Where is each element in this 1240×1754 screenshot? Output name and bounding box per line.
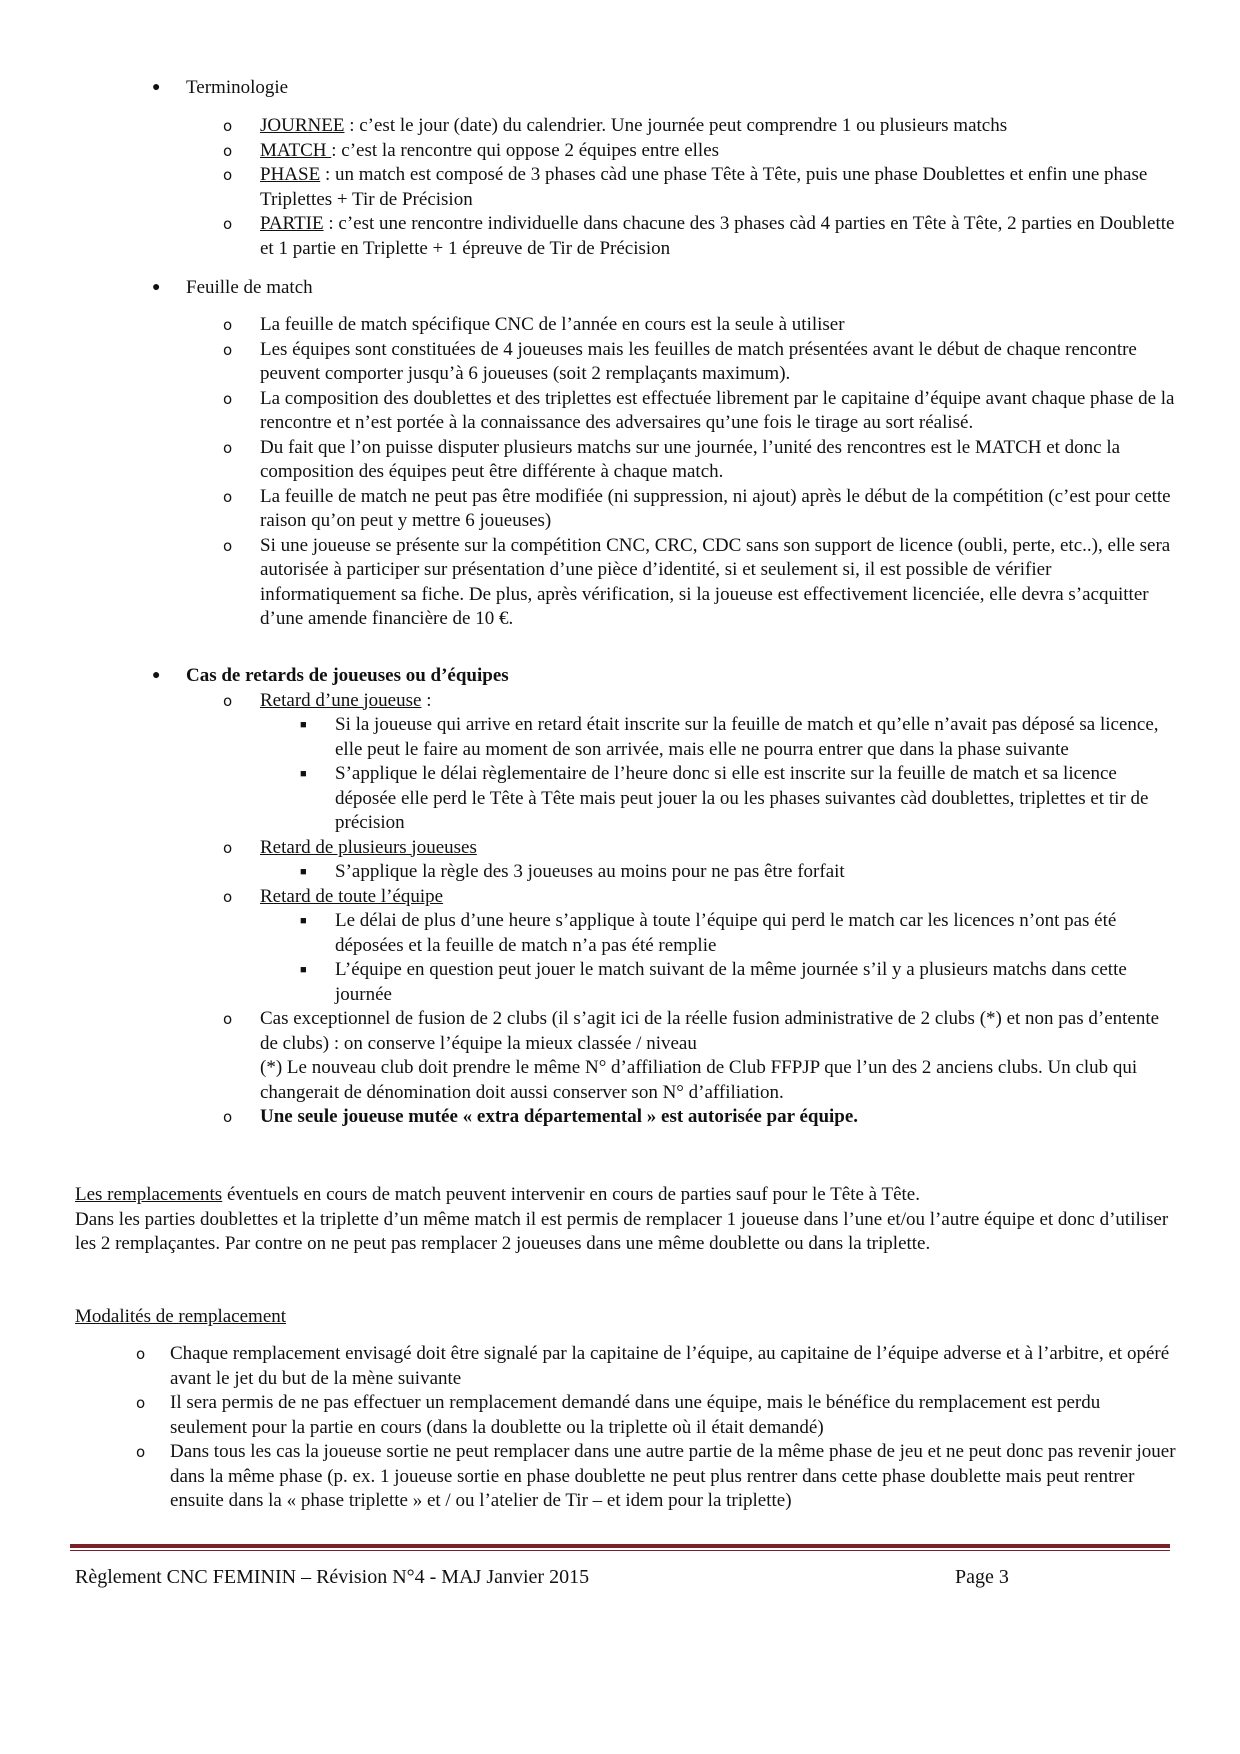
footer-rule-thin	[70, 1550, 1170, 1551]
list-item: o Les équipes sont constituées de 4 joueuses mais les feuilles de match présentées avant le début de chaque rencontre peuvent comporter jusqu’à 6 joueuses (soit 2 remplaçants maximum).	[223, 338, 1137, 384]
section-retards	[0, 664, 1240, 1130]
footer-rule	[70, 1544, 1170, 1548]
footer-title: Règlement CNC FEMININ – Révision N°4 - MAJ Janvier 2015	[75, 1566, 590, 1588]
section-terminologie	[0, 76, 1240, 101]
list-item: o La feuille de match spécifique CNC de l’année en cours est la seule à utiliser	[0, 313, 1240, 338]
term: PHASE	[260, 164, 321, 185]
term-definition: : c’est le jour (date) du calendrier. Une journée peut comprendre 1 ou plusieurs matchs	[344, 115, 1008, 136]
section-title: Modalités de remplacement	[75, 1306, 287, 1327]
circle-bullet-icon: o	[223, 536, 233, 555]
circle-bullet-icon: o	[223, 487, 233, 506]
list-item: ■ Si la joueuse qui arrive en retard était inscrite sur la feuille de match et qu’elle n’avait pas déposé sa licence, elle peut le faire au moment de son arrivée, mais elle ne pourra entrer que dans la phase suivante	[300, 714, 1159, 760]
list-item	[0, 114, 1240, 139]
circle-bullet-icon: o	[223, 340, 233, 359]
term: MATCH	[260, 139, 332, 161]
term: PARTIE	[260, 213, 324, 234]
term-definition: : un match est composé de 3 phases càd une phase Tête à Tête, puis une phase Doublettes et enfin une phase Triplettes + Tir de Précision	[260, 164, 1148, 210]
list-item: ■ Le délai de plus d’une heure s’applique à toute l’équipe qui perd le match car les licences n’ont pas été déposées et la feuille de match n’a pas été remplie	[300, 910, 1117, 956]
list-item	[0, 139, 1240, 164]
circle-bullet-icon: o	[223, 389, 233, 408]
circle-bullet-icon: o	[223, 1108, 233, 1126]
list-item: o La feuille de match ne peut pas être modifiée (ni suppression, ni ajout) après le début de la compétition (c’est pour cette raison qu’on peut y mettre 6 joueuses)	[223, 485, 1171, 531]
circle-bullet-icon: o	[223, 887, 233, 906]
circle-bullet-icon: o	[223, 166, 233, 184]
list-item: ■ L’équipe en question peut jouer le match suivant de la même journée s’il y a plusieurs matchs dans cette journée	[300, 959, 1127, 1005]
list-item: o Retard de toute l’équipe	[0, 885, 1240, 910]
modalites-list	[0, 1342, 1240, 1514]
bullet-icon: ●	[152, 280, 161, 295]
term-definition: : c’est la rencontre qui oppose 2 équipes entre elles	[331, 139, 720, 161]
section-title: Feuille de match	[186, 277, 313, 298]
list-item: o Une seule joueuse mutée « extra départemental » est autorisée par équipe.	[0, 1105, 1240, 1130]
feuille-list	[0, 313, 1240, 632]
square-bullet-icon: ■	[300, 964, 307, 976]
circle-bullet-icon: o	[223, 316, 233, 334]
list-item: o Il sera permis de ne pas effectuer un remplacement demandé dans une équipe, mais le bénéfice du remplacement est perdu seulement pour la partie en cours (dans la doublette ou la triplette où il était demandé)	[136, 1392, 1101, 1438]
list-item: o Si une joueuse se présente sur la compétition CNC, CRC, CDC sans son support de licence (oubli, perte, etc..), elle sera autorisée à participer sur présentation d’une pièce d’identité, si et seulement si, il est possible de vérifier informatiquement sa fiche. De plus, après vérification, si la joueuse est effectivement licenciée, elle devra s’acquitter d’une amende financière de 10 €.	[223, 534, 1171, 629]
list-item: o Retard d’une joueuse :	[0, 689, 1240, 714]
square-bullet-icon: ■	[300, 915, 307, 927]
list-item: o Dans tous les cas la joueuse sortie ne peut remplacer dans une autre partie de la même phase de jeu et ne peut donc pas revenir jouer dans la même phase (p. ex. 1 joueuse sortie en phase doublette ne peut plus rentrer dans cette phase doublette mais peut rentrer ensuite dans la « phase triplette » et / ou l’atelier de Tir – et idem pour la triplette)	[136, 1441, 1176, 1511]
list-item	[0, 163, 1240, 212]
square-bullet-icon: ■	[300, 719, 307, 731]
section-title: Cas de retards de joueuses ou d’équipes	[186, 665, 509, 686]
circle-bullet-icon: o	[136, 1394, 146, 1412]
circle-bullet-icon: o	[223, 1010, 233, 1028]
list-item	[0, 212, 1240, 261]
circle-bullet-icon: o	[223, 215, 233, 233]
list-item: ■ S’applique le délai règlementaire de l’heure donc si elle est inscrite sur la feuille de match et sa licence déposée elle perd le Tête à Tête mais peut jouer la ou les phases suivantes càd doublettes, triplettes et tir de précision	[300, 763, 1149, 833]
list-item: o Du fait que l’on puisse disputer plusieurs matchs sur une journée, l’unité des rencontres est le MATCH et donc la composition des équipes peut être différente à chaque match.	[223, 436, 1121, 482]
circle-bullet-icon: o	[223, 141, 233, 160]
square-bullet-icon: ■	[300, 866, 307, 878]
list-item: ■ S’applique la règle des 3 joueuses au moins pour ne pas être forfait	[0, 860, 1240, 885]
term-definition: : c’est une rencontre individuelle dans chacune des 3 phases càd 4 parties en Tête à Tête, 2 parties en Doublette et 1 partie en Triplette + 1 épreuve de Tir de Précision	[260, 213, 1175, 259]
circle-bullet-icon: o	[223, 438, 233, 457]
term: JOURNEE	[260, 115, 345, 136]
list-item: o Chaque remplacement envisagé doit être signalé par la capitaine de l’équipe, au capitaine de l’équipe adverse et à l’arbitre, et opéré avant le jet du but de la mène suivante	[136, 1343, 1170, 1389]
section-title: Terminologie	[186, 77, 289, 98]
page-number: Page 3	[955, 1566, 1009, 1588]
list-item: o La composition des doublettes et des triplettes est effectuée librement par le capitaine d’équipe avant chaque phase de la rencontre et n’est portée à la connaissance des adversaires qu’une fois le tirage au sort réalisé.	[223, 387, 1175, 433]
section-feuille	[0, 276, 1240, 301]
section-remplacements: Les remplacements éventuels en cours de match peuvent intervenir en cours de parties sauf pour le Tête à Tête. Dans les parties doublettes et la triplette d’un même match il est permis de remplacer 1 joueuse dans l’une et/ou l’autre équipe et donc d’utiliser les 2 remplaçantes. Par contre on ne peut pas remplacer 2 joueuses dans une même doublette ou dans la triplette.	[75, 1184, 1169, 1254]
circle-bullet-icon: o	[223, 691, 233, 710]
circle-bullet-icon: o	[136, 1443, 146, 1461]
circle-bullet-icon: o	[223, 838, 233, 857]
circle-bullet-icon: o	[136, 1345, 146, 1363]
list-item: o Retard de plusieurs joueuses	[0, 836, 1240, 861]
circle-bullet-icon: o	[223, 117, 233, 135]
list-item: o Cas exceptionnel de fusion de 2 clubs (il s’agit ici de la réelle fusion administrative de 2 clubs (*) et non pas d’entente de clubs) : on conserve l’équipe la mieux classée / niveau (*) Le nouveau club doit prendre le même N° d’affiliation de Club FFPJP que l’un des 2 anciens clubs. Un club qui changerait de dénomination doit aussi conserver son N° d’affiliation.	[223, 1008, 1160, 1103]
section-modalites	[0, 1305, 1240, 1330]
bullet-icon: ●	[152, 668, 161, 683]
bullet-icon: ●	[152, 80, 161, 95]
square-bullet-icon: ■	[300, 768, 307, 780]
terminologie-list	[0, 114, 1240, 261]
